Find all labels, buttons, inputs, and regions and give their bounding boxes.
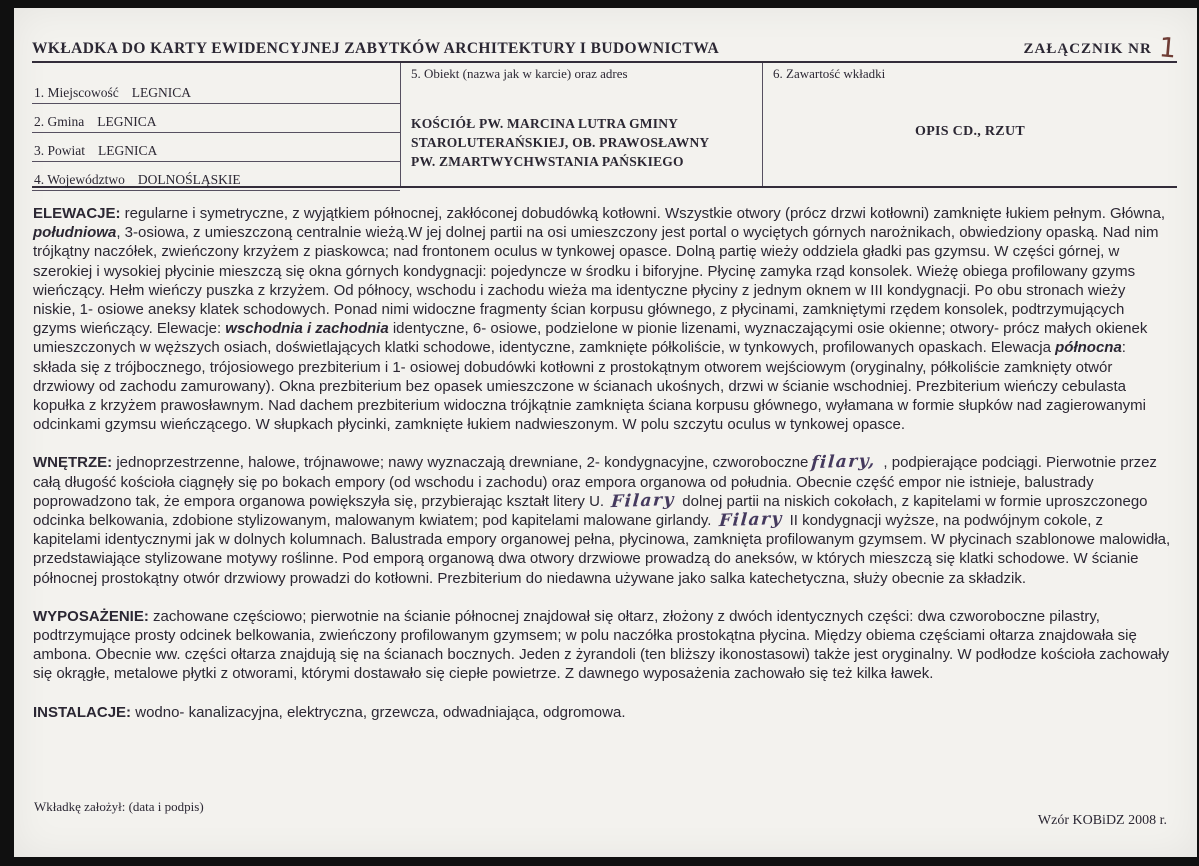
text-segment: zachowane częściowo; pierwotnie na ścianie północnej znajdował się ołtarz, złożony z dwóch identycznych części: dwa czworoboczne pilastry, podtrzymujące prosty odcinek belkowania, zwieńczony profilowanym gzymsem; w polu naczółka prostokątna płycina. Między obiema częściami ołtarza znajdowała się ambona. Obecnie ww. części ołtarza znajdują się na ścianach bocznych. Jeden z żyrandoli (ten bliższy ikonostasowi) także jest oryginalny. W podłodze kościoła zachowały się okrągłe, metalowe płytki z otworami, którymi dostawało się ciepłe powietrze. Z dawnego wyposażenia zachowało się też kilka ławek. <box>33 607 1170 683</box>
attachment-field <box>1023 32 1179 65</box>
text-segment: dolnej partii na niskich cokołach, z kapitelami w formie uproszczonego odcinka belkowania, zdobione stylizowanym, malowanym kwiatem; pod kapitelami malowane girlandy. <box>33 492 1148 530</box>
contents-value: OPIS CD., RZUT <box>915 124 1025 139</box>
field-label: 1. Miejscowość <box>34 85 119 100</box>
field-label: 2. Gmina <box>34 114 85 129</box>
document-header <box>32 8 1177 63</box>
field-miejscowosc <box>32 75 400 104</box>
text-segment: WNĘTRZE: <box>33 454 113 472</box>
page-title: WKŁADKA DO KARTY EWIDENCYJNEJ ZABYTKÓW ARCHITEKTURY I BUDOWNICTWA <box>32 40 720 57</box>
field-value: DOLNOŚLĄSKIE <box>137 172 241 187</box>
handwritten-word: filary, <box>810 451 877 474</box>
text-segment: WYPOSAŻENIE: <box>33 607 149 625</box>
field-value: LEGNICA <box>97 114 157 129</box>
text-segment: jednoprzestrzenne, halowe, trójnawowe; nawy wyznaczają drewniane, 2- kondygnacyjne, czworoboczne <box>112 454 809 472</box>
text-segment: wodno- kanalizacyjna, elektryczna, grzewcza, odwadniająca, odgromowa. <box>131 703 626 721</box>
paragraph-wyposazenie <box>33 607 1171 684</box>
text-segment: ELEWACJE: <box>33 205 121 222</box>
handwritten-word: Filary <box>610 489 676 512</box>
text-segment: południowa <box>33 224 117 242</box>
attachment-label: ZAŁĄCZNIK NR <box>1023 41 1152 57</box>
field-label: 4. Województwo <box>34 172 125 187</box>
paragraph-elewacje <box>33 204 1171 434</box>
location-fields-column <box>32 63 400 186</box>
footer-signature-label: Wkładkę założył: (data i podpis) <box>34 799 204 814</box>
document-paper <box>14 8 1197 857</box>
field-powiat <box>32 133 400 162</box>
text-segment: , podpierające podciągi. Pierwotnie przez całą długość kościoła ciągnęły się po bokach empory (od wschodu i zachodu) oraz empora organowa od południa. Obecnie część empor nie istnieje, balustrady poprowadzono tak, że empora organowa powiększyła się, przybierając kształt litery U. <box>33 454 1157 510</box>
field-value: LEGNICA <box>98 143 158 158</box>
text-segment: , 3-osiowa, z umieszczoną centralnie wieżą.W jej dolnej partii na osi umieszczony jest portal o wyciętych górnych narożnikach, obwiedziony opaską. Nad nim trójkątny naczółek, zwieńczony krzyżem z piaskowca; nad frontonem oculus w tynkowej opasce. Dolną partię wieży oddziela gładki pas gzymsu. W części górnej, w szerokiej i wysokiej płycinie mieszczą się okna górnych kondygnacji: pojedyncze w środku i biforyjne. Płycinę zamyka rząd konsolek. Wieżę obiega profilowany gzyms wieńczący. Hełm wieńczy puszka z krzyżem. Od północy, wschodu i zachodu wieża ma identyczne płyciny z jednym oknem w III kondygnacji. Po obu stronach wieży niskie, 1- osiowe aneksy klatek schodowych. Ponad nimi widoczne fragmenty ścian korpusu głównego, z płycinami, zamkniętymi rzędem konsolek, podtrzymujących gzyms wieńczący. Elewacje: <box>33 224 1159 338</box>
paragraph-instalacje <box>33 703 1171 722</box>
object-name-line: PW. ZMARTWYCHWSTANIA PAŃSKIEGO <box>411 153 684 169</box>
paragraph-wnetrze <box>33 453 1171 587</box>
contents-cell-label: 6. Zawartość wkładki <box>773 66 886 81</box>
object-cell <box>400 63 763 186</box>
text-segment: wschodnia i zachodnia <box>225 320 389 338</box>
form-header-table <box>32 63 1177 188</box>
handwritten-word: Filary <box>717 508 784 532</box>
field-value: LEGNICA <box>131 85 191 100</box>
object-cell-label: 5. Obiekt (nazwa jak w karcie) oraz adres <box>411 66 628 81</box>
handwritten-attachment-number: 1 <box>1157 32 1179 65</box>
field-label: 3. Powiat <box>34 143 86 158</box>
contents-cell <box>763 63 1177 186</box>
text-segment: regularne i symetryczne, z wyjątkiem północnej, zakłóconej dobudówką kotłowni. Wszystkie otwory (prócz drzwi kotłowni) zamknięte łukiem pełnym. Główna, <box>120 205 1166 222</box>
object-name <box>411 115 752 172</box>
text-segment: : składa się z trójbocznego, trójosiowego prezbiterium i 1- osiowej dobudówki kotłowni z prostokątnym otworem wejściowym (oryginalny, półkoliście zamknięty otwór drzwiowy od zachodu zamurowany). Okna prezbiterium bez opasek umieszczone w ścianach ukośnych, drzwi w ścianie wschodniej. Prezbiterium wieńczy cebulasta kopułka z krzyżem prawosławnym. Nad dachem prezbiterium widoczna trójkątnie zamknięta ściana korpusu głównego, wyłamana w formie słupków nad zagierowanymi odcinkami gzymsu wieńczącego. W słupkach płycinki, zamknięte łukiem nadwieszonym. W polu szczytu oculus w tynkowej opasce. <box>33 339 1146 434</box>
field-wojewodztwo <box>32 162 400 191</box>
text-segment: identyczne, 6- osiowe, podzielone w pionie lizenami, wyznaczającymi osie okienne; otwory- prócz małych okienek umieszczonych w węższych osiach, doświetlających klatki schodowe, identyczne, zamknięte półkoliście, w tynkowych, profilowanych opaskach. Elewacja <box>33 320 1148 357</box>
text-segment: INSTALACJE: <box>33 703 132 721</box>
footer-template-label: Wzór KOBiDZ 2008 r. <box>1037 813 1167 828</box>
description-body <box>33 204 1171 722</box>
field-gmina <box>32 104 400 133</box>
object-name-line: KOŚCIÓŁ PW. MARCINA LUTRA GMINY <box>411 116 679 131</box>
object-name-line: STAROLUTERAŃSKIEJ, OB. PRAWOSŁAWNY <box>411 134 710 150</box>
text-segment: II kondygnacji wyższe, na podwójnym cokole, z kapitelami identycznymi jak w dolnych kolumnach. Balustrada empory organowej pełna, płycinowa, zamknięta profilowanym gzymsem. W płycinach szablonowe malowidła, przedstawiające stylizowane motywy roślinne. Pod emporą organową dwa otwory drzwiowe prowadzą do aneksów, w których mieszczą się klatki schodowe. W ścianie północnej prostokątny otwór drzwiowy prowadzi do kotłowni. Prezbiterium do niedawna używane jako salka katechetyczna, służy obecnie za składzik. <box>33 512 1171 587</box>
text-segment: północna <box>1055 339 1122 357</box>
